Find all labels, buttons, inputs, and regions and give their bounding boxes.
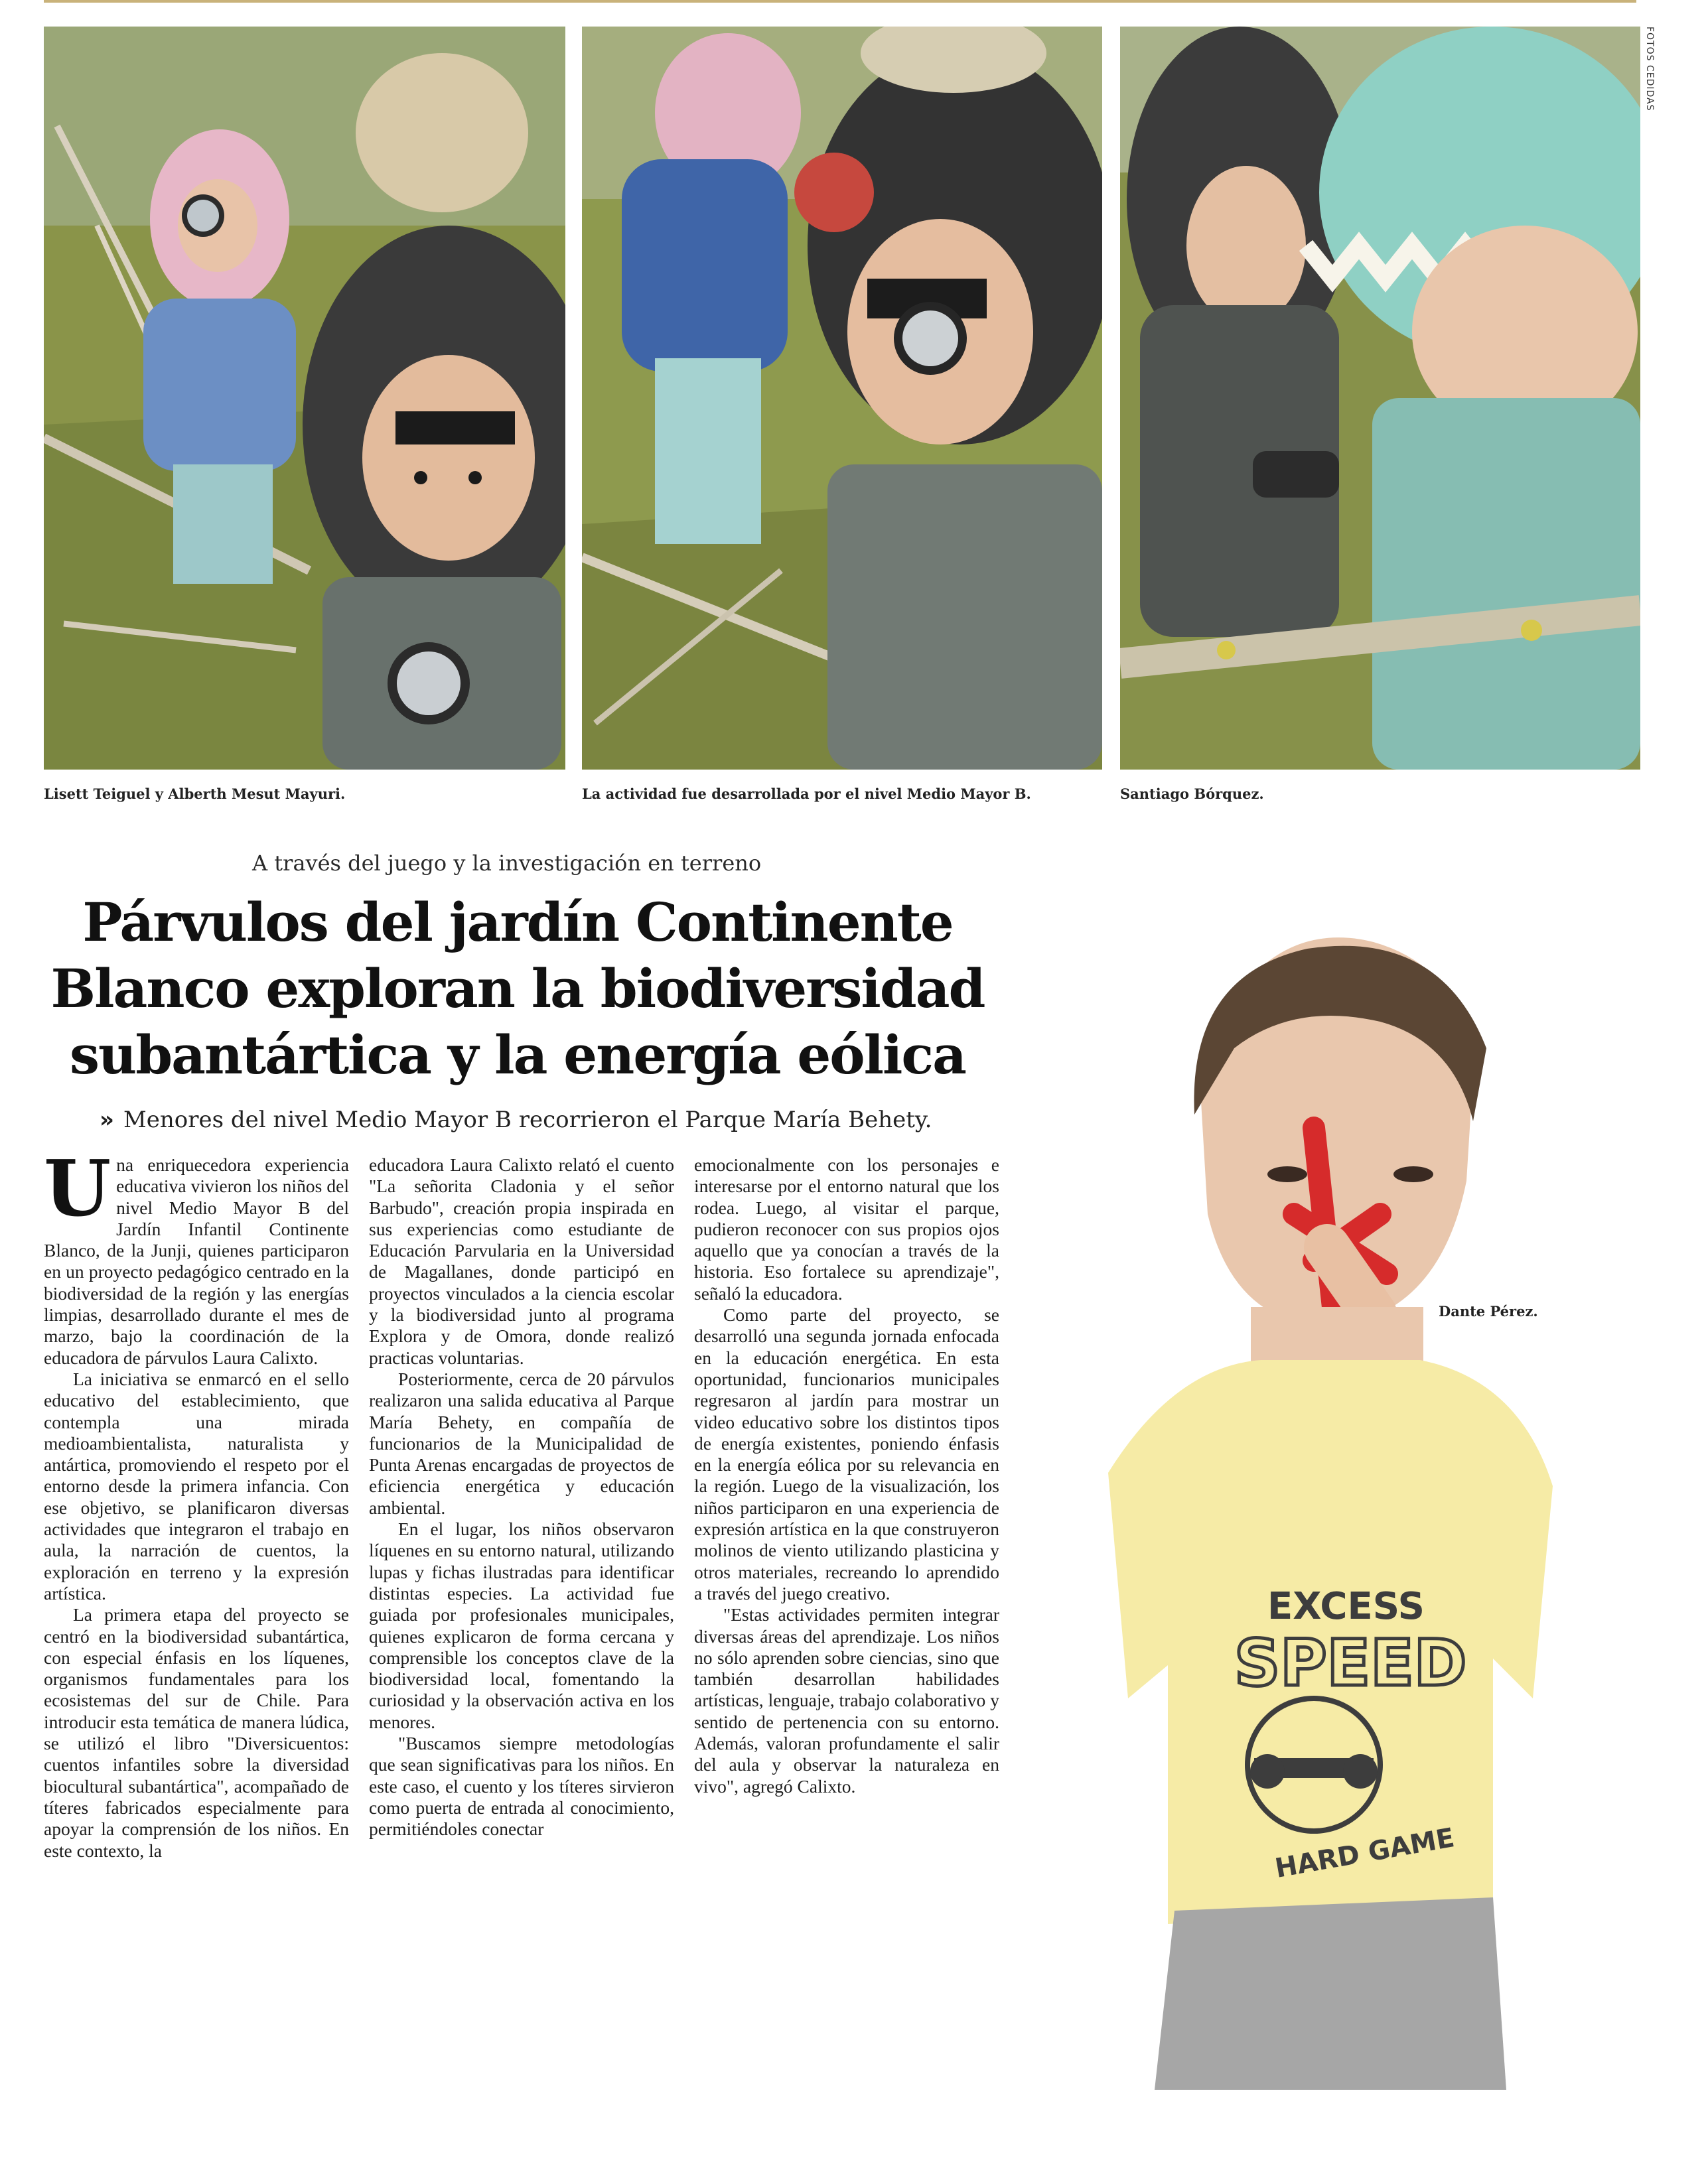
article-column-1 [44,1144,349,1862]
col2-paragraph-1: educadora Laura Calixto relató el cuento "La señorita Cladonia y el señor Barbudo", creación propia inspirada en sus experiencias como estudiante de Educación Parvularia en la Universidad de Magallanes, donde participó en proyectos vinculados a la ciencia escolar y la biodiversidad junto al programa Explora y de Omora, donde realizó practicas voluntarias. [369,1154,674,1368]
col2-paragraph-2: Posteriormente, cerca de 20 párvulos realizaron una salida educativa al Parque María Behety, en compañía de funcionarios de la Municipalidad de Punta Arenas encargadas de proyectos de eficiencia energética y educación ambiental. [369,1368,674,1518]
article-deck [100,1107,932,1133]
photo-dante-perez [1095,902,1559,2090]
top-rule [44,0,1636,3]
caption-dante: Dante Pérez. [1439,1303,1538,1320]
photo-children-magnifiers [44,27,565,770]
photo-credit: FOTOS CEDIDAS [1644,27,1655,111]
col3-paragraph-3: "Estas actividades permiten integrar diversas áreas del aprendizaje. Los niños no sólo aprenden sobre ciencias, sino que también desarrollan habilidades artísticas, lenguaje, trabajo colaborativo y sentido de pertenencia con su entorno. Además, valoran profundamente el salir del aula y observar la naturaleza en vivo", agregó Calixto. [694,1604,999,1797]
col1-paragraph-1: na enriquecedora experiencia educativa vivieron los niños del nivel Medio Mayor B del Jardín Infantil Continente Blanco, de la Junji, quienes participaron en un proyecto pedagógico centrado en la biodiversidad de la región y las energías limpias, desarrollado durante el mes de marzo, bajo la coordinación de la educadora de párvulos Laura Calixto. [44,1154,349,1368]
article-headline: Párvulos del jardín Continente Blanco exploran la biodiversidad subantártica y la energía eólica [50,891,985,1086]
drop-cap: U [44,1144,111,1234]
col3-paragraph-2: Como parte del proyecto, se desarrolló una segunda jornada enfocada en la educación energética. En esta oportunidad, funcionarios municipales regresaron al jardín para mostrar un video educativo sobre los distintos tipos de energía existentes, poniendo énfasis en la energía eólica por su relevancia en la región. Luego de la visualización, los niños participaron en una experiencia de expresión artística en la que construyeron molinos de viento utilizando plasticina y otros materiales, recreando lo aprendido a través del juego creativo. [694,1304,999,1604]
caption-photo-2: La actividad fue desarrollada por el nivel Medio Mayor B. [582,785,1031,802]
caption-photo-1: Lisett Teiguel y Alberth Mesut Mayuri. [44,785,346,802]
col3-paragraph-1: emocionalmente con los personajes e interesarse por el entorno natural que los rodea. Luego, al visitar el parque, pudieron reconocer con sus propios ojos aquello que ya conocían a través de la historia. Eso fortalece su aprendizaje", señaló la educadora. [694,1154,999,1304]
col1-paragraph-3: La primera etapa del proyecto se centró en la biodiversidad subantártica, con especial énfasis en los líquenes, organismos fundamentales para los ecosistemas del sur de Chile. Para introducir esta temática de manera lúdica, se utilizó el libro "Diversicuentos: cuentos infantiles sobre la diversidad biocultural subantártica", acompañado de títeres fabricados especialmente para apoyar la comprensión de los niños. En este contexto, la [44,1604,349,1861]
shirt-text-speed: SPEED [1234,1626,1467,1700]
photo-activity-group [582,27,1102,770]
col2-paragraph-3: En el lugar, los niños observaron líquenes en su entorno natural, utilizando lupas y fichas ilustradas para identificar distintas especies. La actividad fue guiada por profesionales municipales, quienes explicaron de forma cercana y comprensible los conceptos clave de la biodiversidad local, fomentando la curiosidad y la observación activa en los menores. [369,1519,674,1732]
photo-santiago [1120,27,1640,770]
article-column-2 [369,1154,674,1840]
shirt-text-excess: EXCESS [1267,1585,1425,1628]
caption-photo-3: Santiago Bórquez. [1120,785,1264,802]
col2-paragraph-4: "Buscamos siempre metodologías que sean significativas para los niños. En este caso, el cuento y los títeres sirvieron como puerta de entrada al conocimiento, permitiéndoles conectar [369,1733,674,1840]
article-column-3 [694,1154,999,1797]
double-chevron-icon: » [100,1107,114,1133]
col1-paragraph-2: La iniciativa se enmarcó en el sello educativo del establecimiento, que contempla una mirada medioambientalista, naturalista y antártica, promoviendo el respeto por el entorno desde la primera infancia. Con ese objetivo, se planificaron diversas actividades que integraron el trabajo en aula, la narración de cuentos, la exploración en terreno y la expresión artística. [44,1368,349,1604]
deck-text: Menores del nivel Medio Mayor B recorrieron el Parque María Behety. [123,1107,932,1133]
article-kicker: A través del juego y la investigación en terreno [252,851,762,876]
shirt-text-hard-game: HARD GAME [1273,1822,1457,1884]
